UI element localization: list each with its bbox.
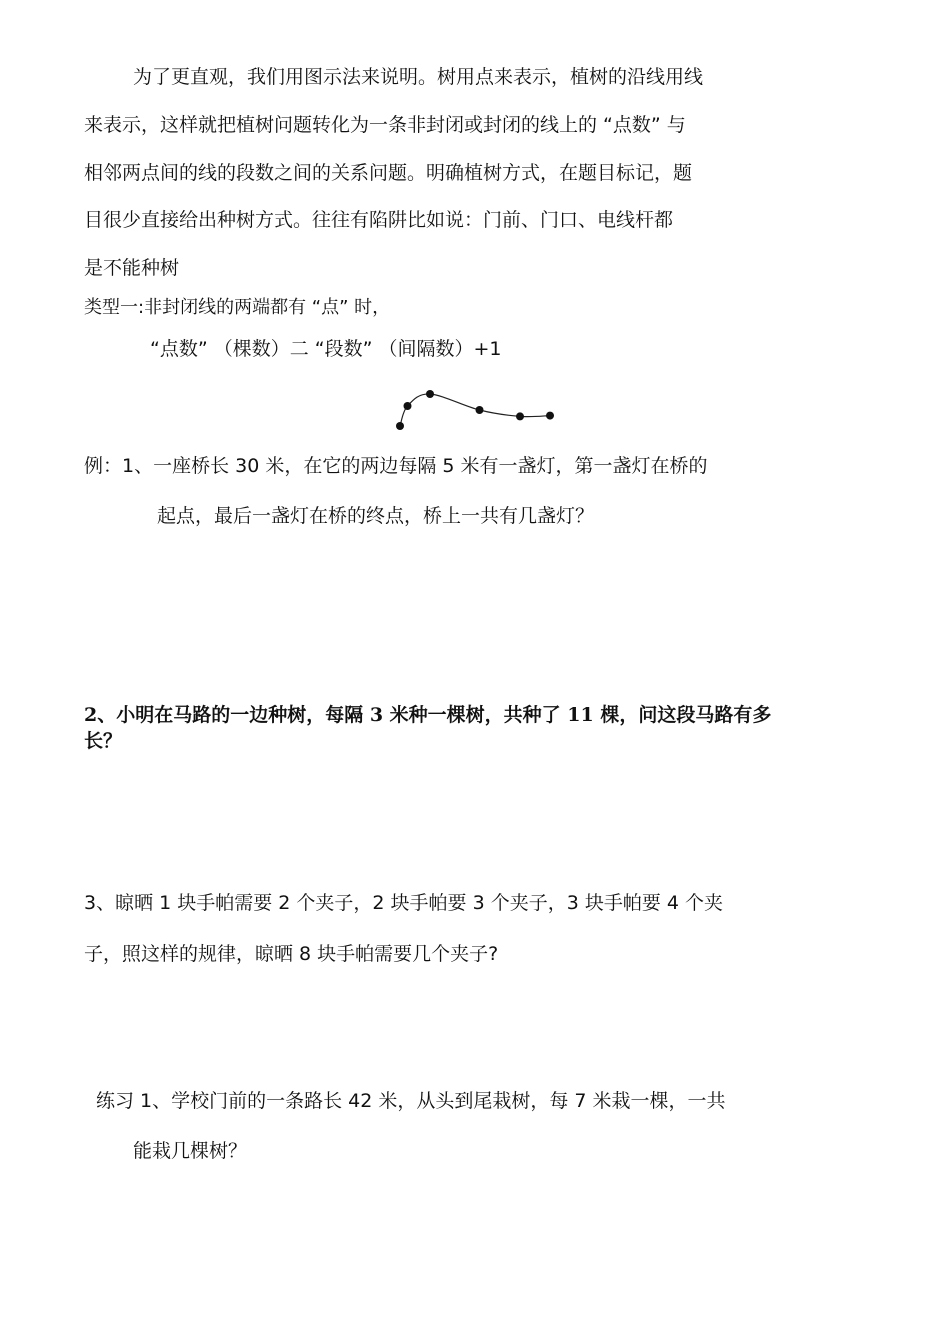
example1-line-2: 起点，最后一盏灯在桥的终点，桥上一共有几盏灯？: [157, 505, 595, 527]
example3-line-1: 3、晾晒 1 块手帕需要 2 个夹子，2 块手帕要 3 个夹子，3 块手帕要 4 个夹: [84, 892, 724, 914]
intro-line-5: 是不能种树: [84, 257, 180, 279]
diagram-point: [404, 402, 412, 410]
intro-line-2: 来表示，这样就把植树问题转化为一条非封闭或封闭的线上的 “点数” 与: [84, 114, 686, 136]
example1-line-1: 例：1、一座桥长 30 米，在它的两边每隔 5 米有一盏灯，第一盏灯在桥的: [84, 455, 708, 477]
intro-line-4: 目很少直接给出种树方式。往往有陷阱比如说：门前、门口、电线杆都: [84, 209, 674, 231]
intro-line-3: 相邻两点间的线的段数之间的关系问题。明确植树方式，在题目标记，题: [84, 162, 693, 184]
type1-formula: “点数” （棵数）二 “段数” （间隔数）+1: [150, 338, 502, 360]
practice1-line-1: 练习 1、学校门前的一条路长 42 米，从头到尾栽树，每 7 米栽一棵，一共: [96, 1090, 726, 1112]
diagram-point: [516, 412, 524, 420]
intro-line-1: 为了更直观，我们用图示法来说明。树用点来表示，植树的沿线用线: [133, 66, 704, 88]
example2-line-1: 2、小明在马路的一边种树，每隔 3 米种一棵树，共种了 11 棵，问这段马路有多: [84, 704, 772, 726]
diagram-point: [396, 422, 404, 430]
tree-planting-diagram: [390, 378, 560, 434]
diagram-point: [546, 412, 554, 420]
diagram-point: [476, 406, 484, 414]
diagram-line: [400, 394, 550, 426]
example3-line-2: 子，照这样的规律，晾晒 8 块手帕需要几个夹子?: [84, 943, 499, 965]
type1-heading: 类型一:非封闭线的两端都有 “点” 时，: [84, 297, 391, 318]
practice1-line-2: 能栽几棵树？: [133, 1140, 248, 1162]
example2-line-2: 长？: [84, 730, 123, 752]
diagram-point: [426, 390, 434, 398]
